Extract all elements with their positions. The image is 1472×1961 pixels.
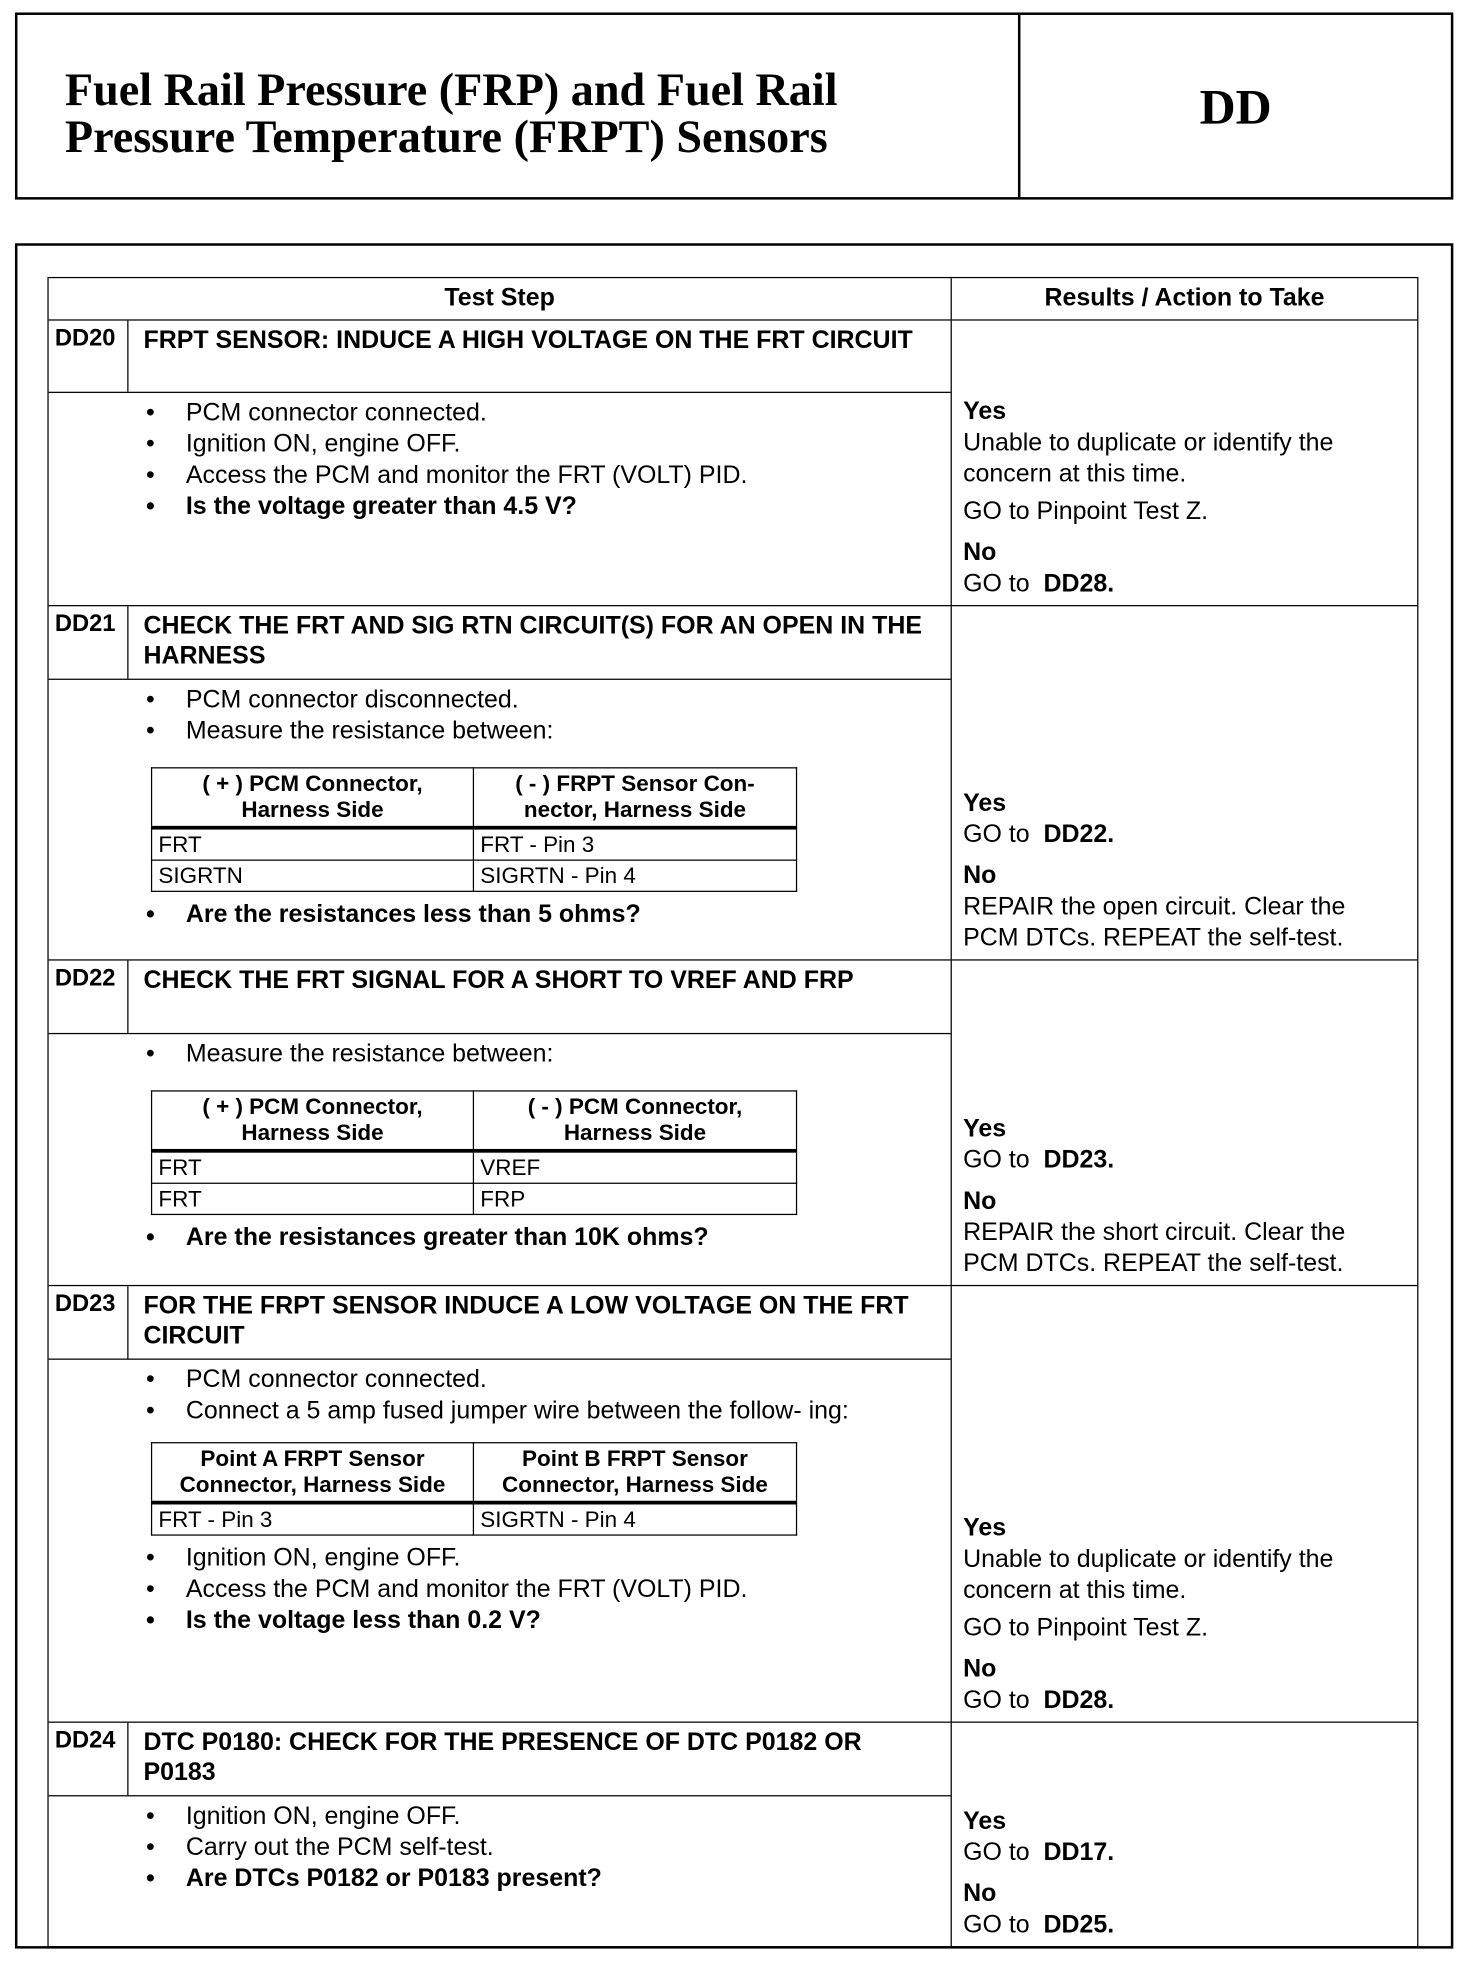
- inner-header: Point A FRPT Sensor Connector, Harness Side: [152, 1443, 474, 1503]
- results-cell: [952, 1723, 1417, 1946]
- yes-go-prefix: GO to: [963, 1838, 1030, 1867]
- page-header: [15, 12, 1453, 199]
- results-cell: [952, 961, 1417, 1285]
- section-code: DD: [1199, 77, 1272, 135]
- step-row-dd21: [49, 606, 1418, 960]
- step-row-dd20: [49, 321, 1418, 607]
- no-label: No: [963, 862, 997, 890]
- yes-label: Yes: [963, 1514, 1007, 1542]
- table-header: [49, 278, 1418, 320]
- step-link[interactable]: DD17.: [1043, 1838, 1115, 1867]
- inner-header: Point B FRPT Sensor Connector, Harness Side: [473, 1443, 796, 1503]
- step-row-dd23: [49, 1286, 1418, 1723]
- step-bullet: • Connect a 5 amp fused jumper wire between the follow- ing:: [143, 1396, 950, 1427]
- yes-label: Yes: [963, 1807, 1007, 1836]
- diagnostic-table: [47, 277, 1418, 1947]
- step-bullet: • Carry out the PCM self-test.: [143, 1833, 950, 1864]
- step-question: • Are the resistances less than 5 ohms?: [143, 899, 950, 930]
- no-go-prefix: GO to: [963, 570, 1030, 598]
- step-question: • Is the voltage greater than 4.5 V?: [143, 492, 950, 523]
- no-text: REPAIR the open circuit. Clear the PCM DTCs. REPEAT the self-test.: [963, 893, 1346, 952]
- measurement-table: [151, 1090, 797, 1215]
- step-bullet: • PCM connector connected.: [143, 398, 950, 429]
- yes-action: [963, 820, 1407, 851]
- yes-action: GO to Pinpoint Test Z.: [963, 1614, 1209, 1642]
- inner-header: ( - ) FRPT Sensor Con- nector, Harness Side: [473, 768, 796, 828]
- step-id: DD22: [49, 961, 129, 1033]
- step-bullet: • Ignition ON, engine OFF.: [143, 1543, 950, 1574]
- inner-cell: SIGRTN - Pin 4: [473, 1503, 796, 1535]
- step-question: • Are DTCs P0182 or P0183 present?: [143, 1864, 950, 1895]
- step-id: DD24: [49, 1723, 129, 1795]
- col-test-step: Test Step: [49, 278, 952, 319]
- step-bullet: • Access the PCM and monitor the FRT (VOLT) PID.: [143, 460, 950, 491]
- title-line-2: Pressure Temperature (FRPT) Sensors: [64, 112, 828, 164]
- inner-cell: FRT: [152, 1151, 474, 1183]
- results-cell: [952, 321, 1417, 605]
- no-label: No: [963, 1187, 997, 1216]
- title-line-1: Fuel Rail Pressure (FRP) and Fuel Rail: [64, 64, 838, 117]
- step-bullet: • PCM connector disconnected.: [143, 685, 950, 716]
- yes-label: Yes: [963, 397, 1007, 426]
- step-row-dd24: [49, 1723, 1418, 1946]
- step-question: • Are the resistances greater than 10K ohms?: [143, 1223, 950, 1254]
- results-cell: [952, 1286, 1417, 1721]
- inner-cell: FRT: [152, 1183, 474, 1214]
- step-title: DTC P0180: CHECK FOR THE PRESENCE OF DTC P0182 OR P0183: [143, 1729, 862, 1787]
- yes-text: Unable to duplicate or identify the concern at this time.: [963, 1545, 1334, 1605]
- inner-header: ( + ) PCM Connector, Harness Side: [152, 768, 474, 828]
- no-action: [963, 1685, 1407, 1716]
- no-label: No: [963, 538, 997, 567]
- no-go-prefix: GO to: [963, 1911, 1030, 1939]
- measurement-table: [151, 767, 797, 892]
- step-title: CHECK THE FRT SIGNAL FOR A SHORT TO VREF AND FRP: [143, 966, 854, 995]
- inner-cell: SIGRTN - Pin 4: [473, 860, 796, 891]
- step-title: FRPT SENSOR: INDUCE A HIGH VOLTAGE ON THE FRT CIRCUIT: [143, 326, 913, 355]
- inner-cell: FRT: [152, 828, 474, 860]
- step-id: DD21: [49, 606, 129, 678]
- inner-cell: FRP: [473, 1183, 796, 1214]
- yes-action: [963, 1838, 1407, 1869]
- yes-action: [963, 1145, 1407, 1176]
- no-action: [963, 1910, 1407, 1941]
- yes-go-prefix: GO to: [963, 1146, 1030, 1174]
- inner-header: ( + ) PCM Connector, Harness Side: [152, 1091, 474, 1151]
- step-link[interactable]: DD22.: [1043, 820, 1115, 849]
- no-text: REPAIR the short circuit. Clear the PCM DTCs. REPEAT the self-test.: [963, 1218, 1346, 1278]
- inner-cell: VREF: [473, 1151, 796, 1183]
- step-link[interactable]: DD25.: [1043, 1911, 1115, 1939]
- no-go-prefix: GO to: [963, 1686, 1030, 1715]
- col-results: Results / Action to Take: [1044, 284, 1325, 312]
- step-title: CHECK THE FRT AND SIG RTN CIRCUIT(S) FOR AN OPEN IN THE HARNESS: [143, 612, 922, 670]
- no-label: No: [963, 1655, 997, 1683]
- inner-header: ( - ) PCM Connector, Harness Side: [473, 1091, 796, 1151]
- yes-go-prefix: GO to: [963, 820, 1030, 849]
- yes-action: GO to Pinpoint Test Z.: [963, 497, 1209, 526]
- step-question: • Is the voltage less than 0.2 V?: [143, 1606, 950, 1637]
- step-title: FOR THE FRPT SENSOR INDUCE A LOW VOLTAGE ON THE FRT CIRCUIT: [143, 1292, 909, 1350]
- step-id: DD23: [49, 1286, 129, 1358]
- step-bullet: • Ignition ON, engine OFF.: [143, 1801, 950, 1832]
- jumper-table: [151, 1442, 797, 1536]
- inner-cell: SIGRTN: [152, 860, 474, 891]
- step-link[interactable]: DD28.: [1043, 570, 1115, 598]
- step-bullet: • PCM connector connected.: [143, 1365, 950, 1396]
- step-bullet: • Ignition ON, engine OFF.: [143, 429, 950, 460]
- step-bullet: • Measure the resistance between:: [143, 1039, 950, 1070]
- step-row-dd22: [49, 961, 1418, 1287]
- yes-text: Unable to duplicate or identify the concern at this time.: [963, 429, 1334, 488]
- step-bullet: • Measure the resistance between:: [143, 716, 950, 747]
- no-action: [963, 569, 1407, 600]
- page-title: [17, 15, 1020, 197]
- step-id: DD20: [49, 321, 129, 392]
- yes-label: Yes: [963, 1115, 1007, 1143]
- step-link[interactable]: DD28.: [1043, 1686, 1115, 1715]
- inner-cell: FRT - Pin 3: [473, 828, 796, 860]
- step-link[interactable]: DD23.: [1043, 1146, 1115, 1174]
- inner-cell: FRT - Pin 3: [152, 1503, 474, 1535]
- no-label: No: [963, 1879, 997, 1908]
- step-bullet: • Access the PCM and monitor the FRT (VOLT) PID.: [143, 1574, 950, 1605]
- yes-label: Yes: [963, 789, 1007, 818]
- results-cell: [952, 606, 1417, 959]
